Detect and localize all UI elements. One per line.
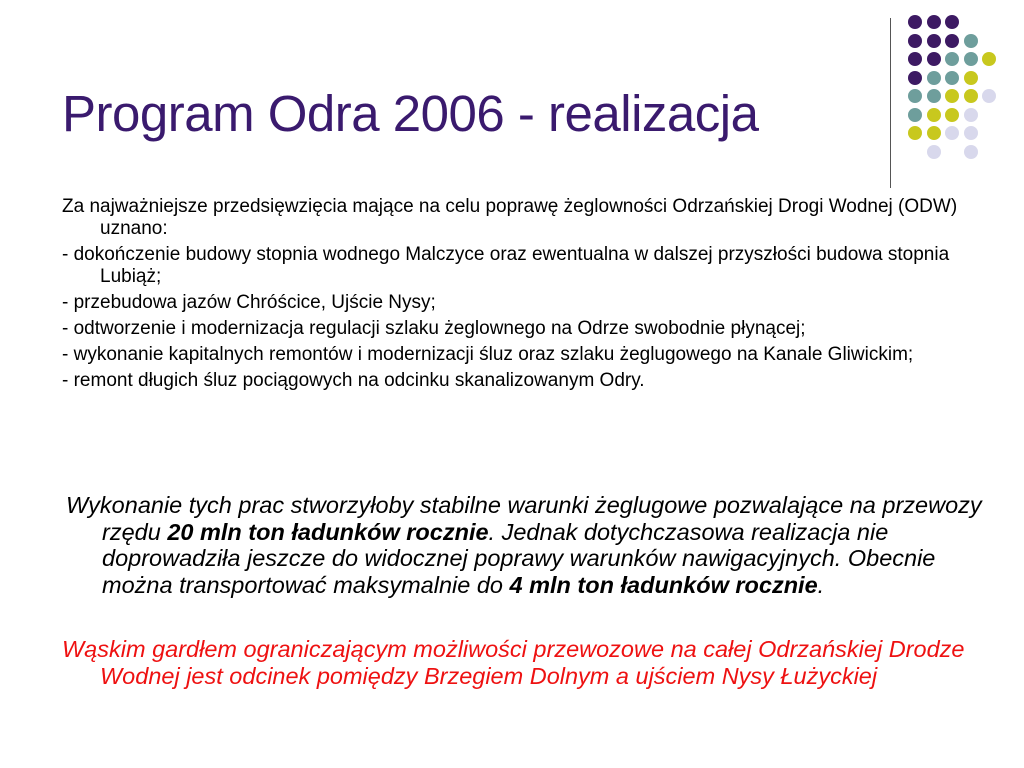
capacity-current: 4 mln ton ładunków rocznie [509, 571, 818, 598]
capacity-target: 20 mln ton ładunków rocznie [167, 518, 489, 545]
decorative-dot [964, 126, 978, 140]
decorative-dot [964, 108, 978, 122]
decorative-dot-grid [908, 15, 1018, 165]
decorative-dot [908, 15, 922, 29]
decorative-dot [927, 89, 941, 103]
decorative-dot [945, 89, 959, 103]
decorative-dot [908, 52, 922, 66]
decorative-dot [908, 108, 922, 122]
decorative-dot [964, 71, 978, 85]
summary-paragraph [64, 492, 982, 598]
bullet-item: - dokończenie budowy stopnia wodnego Malczyce oraz ewentualna w dalszej przyszłości budowa stopnia Lubiąż; [62, 244, 950, 287]
bullet-intro: Za najważniejsze przedsięwzięcia mające na celu poprawę żeglowności Odrzańskiej Drogi Wodnej (ODW) uznano: [62, 196, 958, 239]
summary-text-1: Wykonanie tych prac stworzyłoby stabilne warunki żeglugowe pozwalające na przewozy rzędu [66, 492, 982, 545]
decorative-dot [927, 52, 941, 66]
decorative-dot [927, 71, 941, 85]
summary-text-2: . Jednak dotychczasowa realizacja nie doprowadziła jeszcze do widocznej poprawy warunków nawigacyjnych. Obecnie można transportować maksymalnie do [102, 518, 936, 598]
decorative-dot [945, 34, 959, 48]
decorative-dot [964, 34, 978, 48]
bullet-item: - przebudowa jazów Chróścice, Ujście Nysy; [62, 292, 436, 313]
decorative-dot [964, 89, 978, 103]
decorative-dot [945, 15, 959, 29]
summary-text-3: . [817, 571, 825, 598]
bullet-item: - remont długich śluz pociągowych na odcinku skanalizowanym Odry. [62, 370, 645, 391]
bullet-item: - odtworzenie i modernizacja regulacji szlaku żeglownego na Odrze swobodnie płynącej; [62, 318, 806, 339]
decorative-dot [927, 126, 941, 140]
decorative-dot [964, 52, 978, 66]
decorative-dot [982, 89, 996, 103]
decorative-dot [908, 34, 922, 48]
decorative-dot [908, 89, 922, 103]
decorative-dot [982, 52, 996, 66]
decorative-dot [927, 15, 941, 29]
decorative-dot [945, 126, 959, 140]
decorative-dot [908, 71, 922, 85]
decorative-dot [908, 126, 922, 140]
decorative-dot [927, 34, 941, 48]
decorative-dot [945, 52, 959, 66]
bullet-item: - wykonanie kapitalnych remontów i modernizacji śluz oraz szlaku żeglugowego na Kanale Gliwickim; [62, 344, 914, 365]
decorative-dot [927, 108, 941, 122]
slide-title: Program Odra 2006 - realizacja [62, 85, 759, 142]
decorative-dot [945, 71, 959, 85]
title-divider [890, 18, 891, 188]
decorative-dot [964, 145, 978, 159]
decorative-dot [945, 108, 959, 122]
bottleneck-note: Wąskim gardłem ograniczającym możliwości przewozowe na całej Odrzańskiej Drodze Wodnej jest odcinek pomiędzy Brzegiem Dolnym a ujściem Nysy Łużyckiej [62, 636, 965, 689]
decorative-dot [927, 145, 941, 159]
bullet-list [62, 196, 962, 396]
